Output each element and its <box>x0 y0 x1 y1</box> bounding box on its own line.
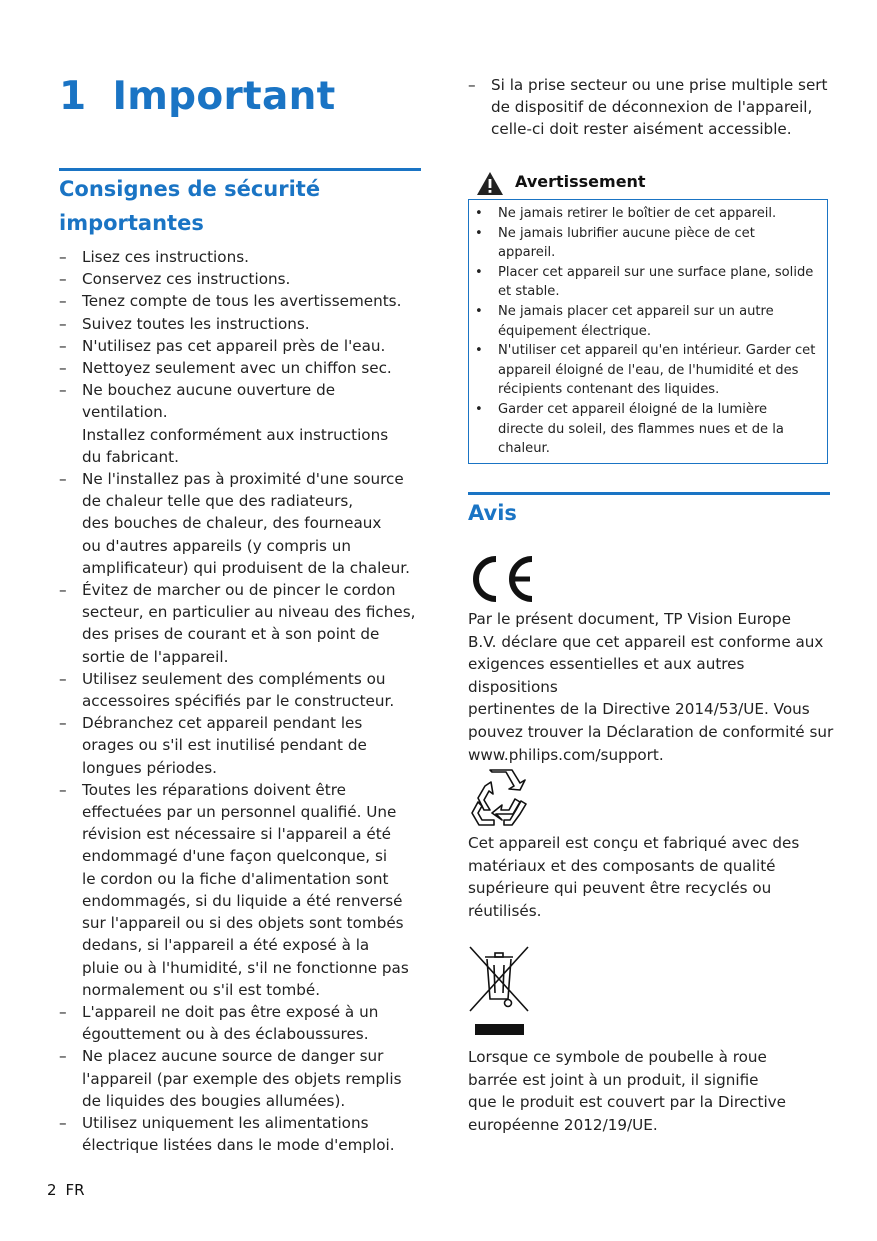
warning-item-text: Placer cet appareil sur une surface plane, solide et stable. <box>498 264 814 300</box>
list-item-text: Toutes les réparations doivent être effectuées par un personnel qualifié. Une révision est nécessaire si l'appareil a été endommagé d'une façon quelconque, si le cordon ou la fiche d'alimentation sont endommagés, si du liquide a été renversé sur l'appareil ou si des objets sont tombés dedans, si l'appareil a été exposé à la pluie ou à l'humidité, s'il ne fonctionne pas normalement ou s'il est tombé. <box>82 780 409 999</box>
list-item <box>59 246 421 268</box>
dash-marker: – <box>59 470 67 489</box>
list-item-text: Nettoyez seulement avec un chiffon sec. <box>82 359 392 378</box>
chapter-title <box>59 74 336 119</box>
bullet-marker: • <box>475 264 483 280</box>
list-item-text: L'appareil ne doit pas être exposé à un égouttement ou à des éclaboussures. <box>82 1002 379 1044</box>
weee-bin-icon <box>468 945 530 1037</box>
dash-marker: – <box>59 1002 67 1021</box>
warning-item <box>474 341 826 400</box>
recycle-text: Cet appareil est conçu et fabriqué avec des matériaux et des composants de qualité supérieure qui peuvent être recyclés ou réutilisés. <box>468 834 800 920</box>
list-item <box>59 468 421 579</box>
list-item-text: Ne bouchez aucune ouverture de ventilation. Installez conformément aux instructions du fabricant. <box>82 381 389 466</box>
dash-marker: – <box>59 359 67 378</box>
warning-item-text: Ne jamais placer cet appareil sur un autre équipement électrique. <box>498 303 774 339</box>
warning-label: Avertissement <box>515 172 646 191</box>
page-footer <box>47 1181 94 1199</box>
safety-list-continued <box>468 74 830 141</box>
bullet-marker: • <box>475 343 483 359</box>
warning-item <box>474 204 826 224</box>
section-rule-notice <box>468 492 830 495</box>
dash-marker: – <box>59 314 67 333</box>
dash-marker: – <box>468 76 476 94</box>
dash-marker: – <box>59 1047 67 1066</box>
dash-marker: – <box>59 270 67 289</box>
list-item <box>59 1001 421 1045</box>
chapter-number: 1 <box>59 74 87 119</box>
section-rule-safety <box>59 168 421 171</box>
ce-declaration-text: Par le présent document, TP Vision Europe B.V. déclare que cet appareil est conforme aux exigences essentielles et aux autres dispositions pertinentes de la Directive 2014/53/UE. Vous pouvez trouver la Déclaration de conformité sur www.philips.com/support. <box>468 610 834 764</box>
language-code: FR <box>65 1181 85 1199</box>
warning-item-text: Ne jamais lubrifier aucune pièce de cet appareil. <box>498 225 755 261</box>
dash-marker: – <box>59 669 67 688</box>
chapter-heading: Important <box>112 74 336 119</box>
list-item <box>59 579 421 668</box>
dash-marker: – <box>59 292 67 311</box>
list-item <box>59 1112 421 1156</box>
warning-icon <box>476 171 504 196</box>
safety-list <box>59 246 421 1156</box>
safety-section-title: Consignes de sécurité importantes <box>59 177 321 235</box>
dash-marker: – <box>59 336 67 355</box>
recycle-icon <box>468 768 530 828</box>
warning-item-text: N'utiliser cet appareil qu'en intérieur. Garder cet appareil éloigné de l'eau, de l'humidité et des récipients contenant des liquides. <box>498 343 816 398</box>
weee-text: Lorsque ce symbole de poubelle à roue barrée est joint à un produit, il signifie que le produit est couvert par la Directive européenne 2012/19/UE. <box>468 1048 787 1134</box>
list-item <box>468 74 830 141</box>
warning-item <box>474 400 826 459</box>
dash-marker: – <box>59 780 67 799</box>
warning-header <box>468 168 830 199</box>
dash-marker: – <box>59 248 67 266</box>
list-item-text: N'utilisez pas cet appareil près de l'eau. <box>82 336 386 355</box>
list-item <box>59 712 421 779</box>
warning-item <box>474 263 826 302</box>
dash-marker: – <box>59 714 67 733</box>
bullet-marker: • <box>475 401 483 417</box>
list-item-text: Ne placez aucune source de danger sur l'appareil (par exemple des objets remplis de liquides des bougies allumées). <box>82 1047 402 1110</box>
notice-section-title: Avis <box>468 501 517 525</box>
bullet-marker: • <box>475 225 483 241</box>
bullet-marker: • <box>475 206 483 221</box>
list-item-text: Si la prise secteur ou une prise multiple sert de dispositif de déconnexion de l'appareil, celle-ci doit rester aisément accessible. <box>491 76 828 139</box>
list-item <box>59 313 421 335</box>
list-item <box>59 290 421 312</box>
list-item <box>59 357 421 379</box>
list-item-text: Utilisez uniquement les alimentations électrique listées dans le mode d'emploi. <box>82 1113 395 1155</box>
ce-mark-icon <box>468 555 536 603</box>
list-item <box>59 268 421 290</box>
warning-item <box>474 224 826 263</box>
list-item-text: Ne l'installez pas à proximité d'une source de chaleur telle que des radiateurs, des bouches de chaleur, des fourneaux ou d'autres appareils (y compris un amplificateur) qui produisent de la chaleur. <box>82 470 410 577</box>
list-item-text: Lisez ces instructions. <box>82 248 249 266</box>
dash-marker: – <box>59 1113 67 1132</box>
dash-marker: – <box>59 581 67 600</box>
warning-item-text: Garder cet appareil éloigné de la lumière directe du soleil, des flammes nues et de la chaleur. <box>498 401 784 457</box>
list-item <box>59 335 421 357</box>
list-item <box>59 779 421 1001</box>
page-number: 2 <box>47 1181 57 1199</box>
list-item-text: Évitez de marcher ou de pincer le cordon secteur, en particulier au niveau des fiches, des prises de courant et à son point de sortie de l'appareil. <box>82 581 416 666</box>
list-item-text: Utilisez seulement des compléments ou accessoires spécifiés par le constructeur. <box>82 669 395 711</box>
warning-item <box>474 302 826 341</box>
dash-marker: – <box>59 381 67 400</box>
list-item-text: Suivez toutes les instructions. <box>82 314 310 333</box>
list-item-text: Conservez ces instructions. <box>82 270 291 289</box>
list-item <box>59 1045 421 1112</box>
warning-list <box>474 204 826 459</box>
bullet-marker: • <box>475 303 483 319</box>
list-item-text: Débranchez cet appareil pendant les orages ou s'il est inutilisé pendant de longues périodes. <box>82 714 367 777</box>
list-item <box>59 668 421 712</box>
warning-item-text: Ne jamais retirer le boîtier de cet appareil. <box>498 206 777 221</box>
list-item <box>59 379 421 468</box>
list-item-text: Tenez compte de tous les avertissements. <box>82 292 402 311</box>
